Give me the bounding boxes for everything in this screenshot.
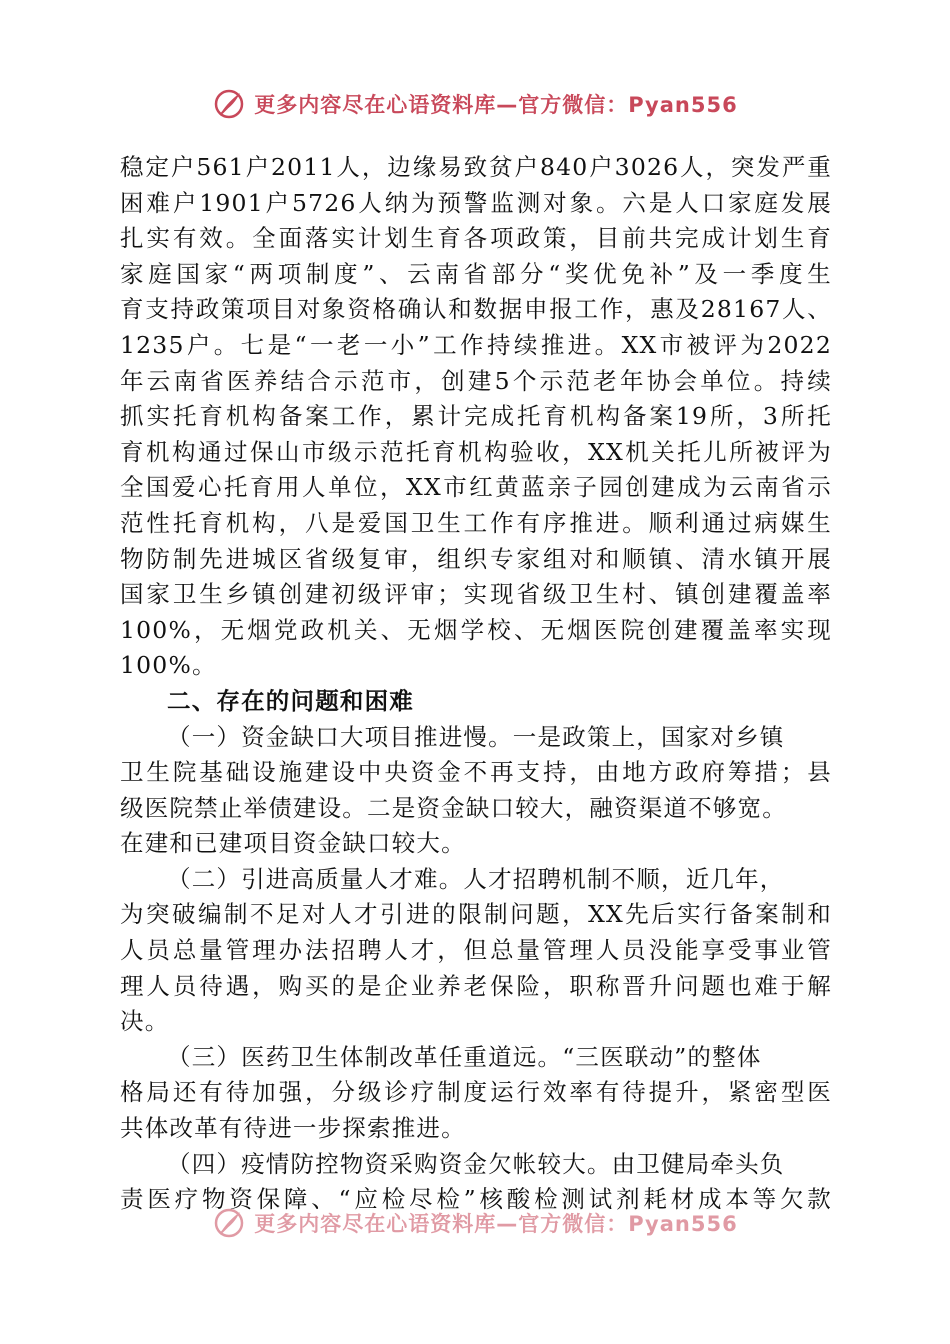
text-line: 共体改革有待进一步探索推进。 [120,1114,466,1143]
watermark-text: 更多内容尽在心语资料库—官方微信：Pyan556 [254,1212,738,1236]
watermark-footer [0,1206,950,1240]
paragraph-continuation [120,150,832,684]
text-line: 育支持政策项目对象资格确认和数据申报工作，惠及28167人、 [120,295,832,324]
text-line: 100%，无烟党政机关、无烟学校、无烟医院创建覆盖率实现 [120,615,832,644]
text-line: 理人员待遇，购买的是企业养老保险，职称晋升问题也难于解 [120,971,832,1000]
feather-logo-icon [212,1206,246,1240]
text-line: 范性托育机构，八是爱国卫生工作有序推进。顺利通过病媒生 [120,508,832,537]
text-line: （二）引进高质量人才难。人才招聘机制不顺，近几年， [167,864,785,893]
feather-logo-icon [212,87,246,121]
text-line: （四）疫情防控物资采购资金欠帐较大。由卫健局牵头负 [167,1149,785,1178]
section-heading: 二、存在的问题和困难 [167,686,414,715]
text-line: 卫生院基础设施建设中央资金不再支持，由地方政府筹措；县 [120,758,832,787]
text-line: 稳定户561户2011人，边缘易致贫户840户3026人，突发严重 [120,153,832,181]
text-line: （三）医药卫生体制改革任重道远。“三医联动”的整体 [167,1042,762,1071]
text-line: 决。 [120,1007,170,1036]
text-line: 人员总量管理办法招聘人才，但总量管理人员没能享受事业管 [120,936,832,965]
text-line: 年云南省医养结合示范市，创建5个示范老年协会单位。持续 [120,366,832,395]
text-line: 格局还有待加强，分级诊疗制度运行效率有待提升，紧密型医 [120,1078,832,1107]
text-line: 责医疗物资保障、“应检尽检”核酸检测试剂耗材成本等欠款 [120,1185,832,1214]
watermark-text: 更多内容尽在心语资料库—官方微信：Pyan556 [254,93,738,117]
issue-paragraph-1 [120,720,832,862]
text-line: 1235户。七是“一老一小”工作持续推进。XX市被评为2022 [120,330,832,359]
text-line: 级医院禁止举债建设。二是资金缺口较大，融资渠道不够宽。 [120,793,787,822]
document-body [120,150,832,1218]
text-line: （一）资金缺口大项目推进慢。一是政策上，国家对乡镇 [167,722,785,751]
issue-paragraph-3 [120,1040,832,1147]
text-line: 国家卫生乡镇创建初级评审；实现省级卫生村、镇创建覆盖率 [120,580,832,609]
text-line: 困难户1901户5726人纳为预警监测对象。六是人口家庭发展 [120,188,832,217]
watermark-header [0,84,950,124]
text-line: 抓实托育机构备案工作，累计完成托育机构备案19所，3所托 [120,402,832,431]
text-line: 家庭国家“两项制度”、云南省部分“奖优免补”及一季度生 [120,259,832,288]
text-line: 在建和已建项目资金缺口较大。 [120,829,466,858]
text-line: 扎实有效。全面落实计划生育各项政策，目前共完成计划生育 [120,224,832,253]
text-line: 100%。 [120,651,217,680]
text-line: 育机构通过保山市级示范托育机构验收，XX机关托儿所被评为 [120,437,832,466]
issue-paragraph-2 [120,862,832,1040]
text-line: 为突破编制不足对人才引进的限制问题，XX先后实行备案制和 [120,900,832,929]
text-line: 全国爱心托育用人单位，XX市红黄蓝亲子园创建成为云南省示 [120,473,832,502]
text-line: 物防制先进城区省级复审，组织专家组对和顺镇、清水镇开展 [120,544,832,573]
